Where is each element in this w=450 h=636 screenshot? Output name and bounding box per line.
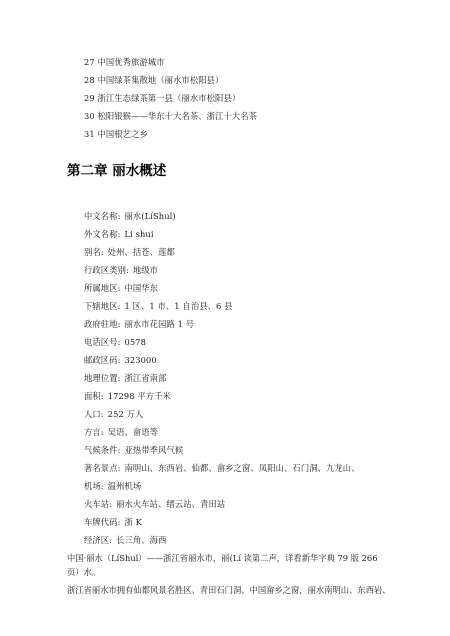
field-value: 处州、括苍、莲都 bbox=[107, 247, 175, 257]
field-label: 机场: bbox=[84, 481, 104, 491]
field-value: 17298 平方千米 bbox=[107, 391, 171, 401]
field-value: 地级市 bbox=[132, 265, 159, 275]
field-row bbox=[84, 247, 175, 258]
field-value: 温州机场 bbox=[107, 481, 142, 491]
field-value: 323000 bbox=[124, 355, 157, 365]
field-value: 南明山、东西岩、仙都、畲乡之窗、凤阳山、石门洞、九龙山、 bbox=[124, 463, 360, 473]
field-value: 中国华东 bbox=[124, 283, 159, 293]
field-row bbox=[84, 463, 360, 474]
field-row bbox=[84, 211, 176, 222]
field-value: 浙 K bbox=[124, 517, 142, 527]
field-row bbox=[84, 427, 158, 438]
field-value: 丽水火车站、缙云站、青田站 bbox=[116, 499, 226, 509]
field-row bbox=[84, 373, 166, 384]
field-row bbox=[84, 319, 194, 330]
list-item: 29 浙江生态绿茶第一县（丽水市松阳县） bbox=[84, 93, 241, 103]
field-label: 中文名称: bbox=[84, 211, 121, 221]
field-row bbox=[84, 445, 183, 456]
field-label: 电话区号: bbox=[84, 337, 121, 347]
list-item: 28 中国绿茶集散地（丽水市松阳县） bbox=[84, 75, 224, 85]
list-item: 30 松阳银猴——华东十大名茶、浙江十大名茶 bbox=[84, 111, 258, 121]
field-label: 人口: bbox=[84, 409, 104, 419]
field-value: 浙江省南部 bbox=[124, 373, 167, 383]
field-row bbox=[84, 301, 233, 312]
chapter-title: 第二章 丽水概述 bbox=[67, 163, 167, 179]
field-value: 1 区、1 市、1 自治县、6 县 bbox=[124, 301, 233, 311]
field-label: 车牌代码: bbox=[84, 517, 121, 527]
field-label: 所属地区: bbox=[84, 283, 121, 293]
field-row bbox=[84, 337, 146, 348]
field-row bbox=[84, 229, 154, 240]
field-row bbox=[84, 499, 225, 510]
field-row bbox=[84, 535, 166, 546]
field-label: 邮政区码: bbox=[84, 355, 121, 365]
field-value: 丽水市花园路 1 号 bbox=[124, 319, 195, 329]
field-label: 方言: bbox=[84, 427, 104, 437]
field-label: 气候条件: bbox=[84, 445, 121, 455]
body-paragraph: 浙江省丽水市拥有仙都风景名胜区、青田石门洞、中国畲乡之窗，丽水南明山、东西岩、 bbox=[67, 585, 391, 595]
field-label: 下辖地区: bbox=[84, 301, 121, 311]
field-value: 0578 bbox=[124, 337, 146, 347]
field-label: 地理位置: bbox=[84, 373, 121, 383]
field-value: 吴语、畲语等 bbox=[107, 427, 159, 437]
field-value: 丽水(LíShuǐ) bbox=[124, 211, 176, 221]
field-row bbox=[84, 283, 158, 294]
list-item: 27 中国优秀旅游城市 bbox=[84, 57, 165, 67]
field-label: 经济区: bbox=[84, 535, 113, 545]
field-label: 面积: bbox=[84, 391, 104, 401]
field-value: 252 万人 bbox=[107, 409, 144, 419]
field-label: 著名景点: bbox=[84, 463, 121, 473]
field-label: 政府驻地: bbox=[84, 319, 121, 329]
field-label: 火车站: bbox=[84, 499, 113, 509]
field-row bbox=[84, 481, 141, 492]
field-label: 别名: bbox=[84, 247, 104, 257]
field-row bbox=[84, 355, 157, 366]
field-label: 行政区类别: bbox=[84, 265, 129, 275]
field-row bbox=[84, 265, 158, 276]
field-label: 外文名称: bbox=[84, 229, 121, 239]
list-item: 31 中国根艺之乡 bbox=[84, 129, 148, 139]
field-row bbox=[84, 409, 143, 420]
field-row bbox=[84, 391, 171, 402]
body-paragraph: 中国·丽水（LíShuǐ）——浙江省丽水市，丽(Lí 读第二声，详看新华字典 79 版 266 页）水。 bbox=[67, 553, 378, 577]
field-row bbox=[84, 517, 142, 528]
field-value: 亚热带季风气候 bbox=[124, 445, 184, 455]
field-value: 长三角、海西 bbox=[116, 535, 167, 545]
field-value: Li shui bbox=[124, 229, 154, 239]
